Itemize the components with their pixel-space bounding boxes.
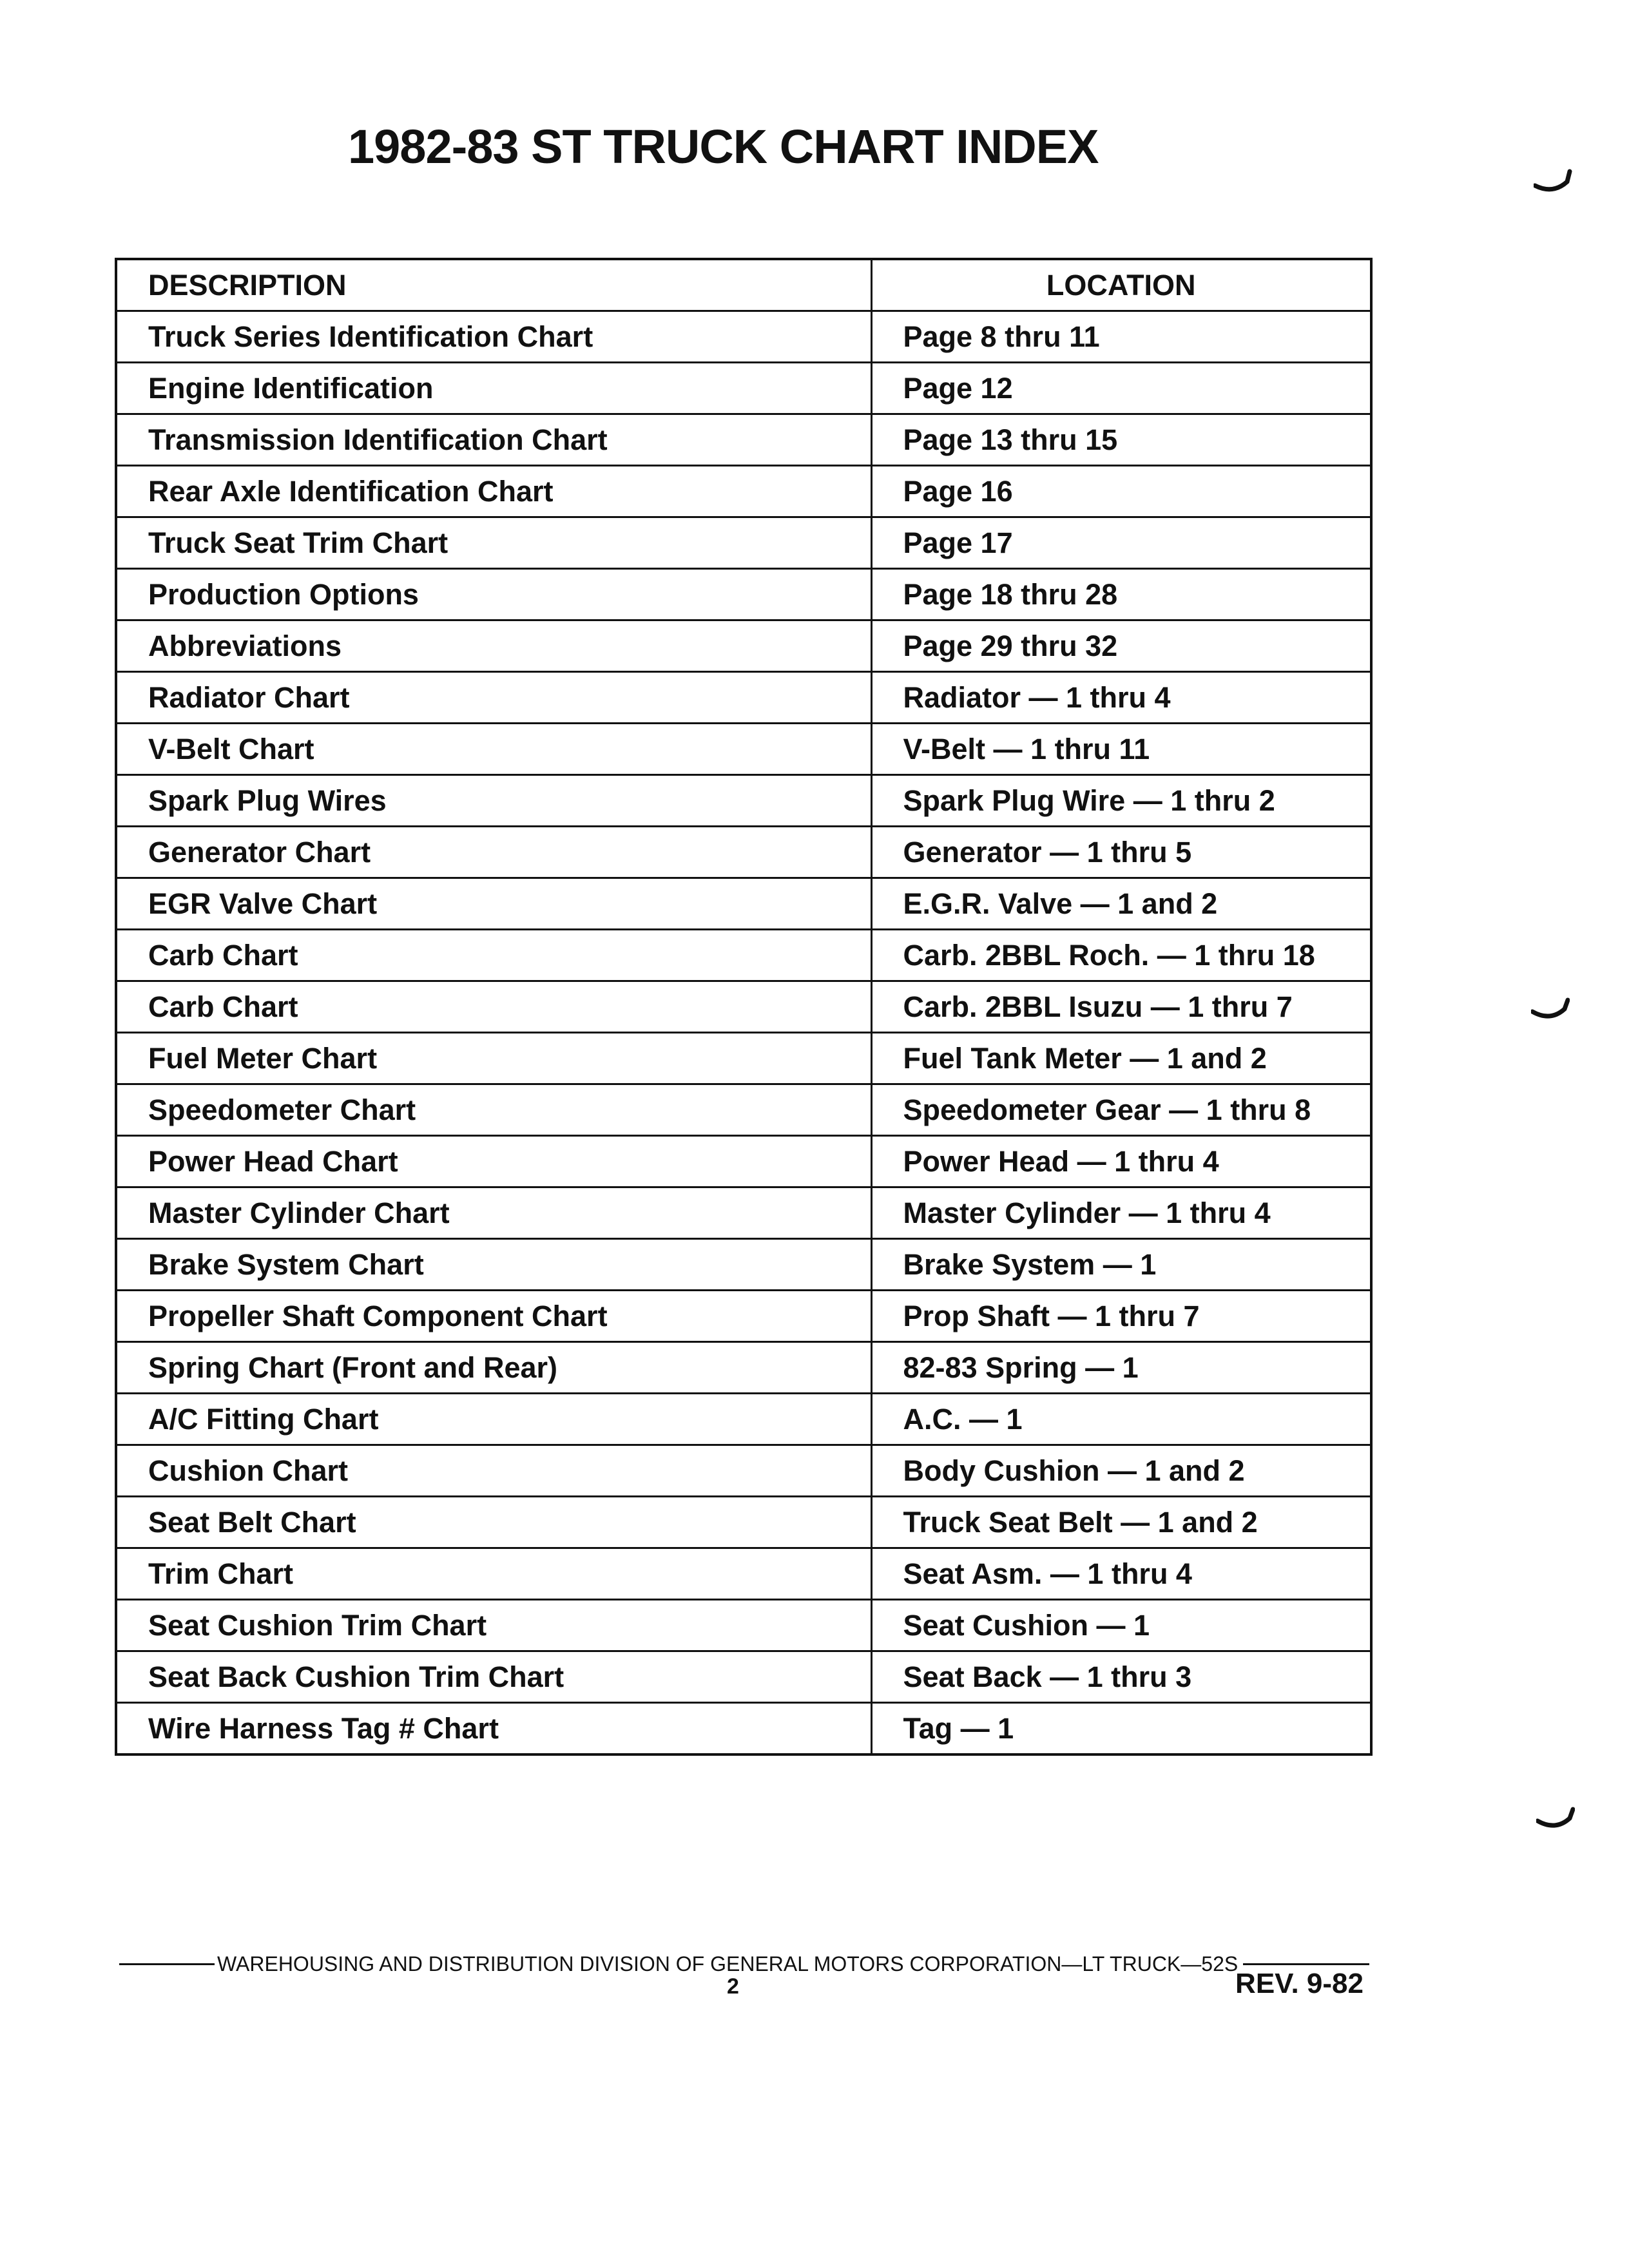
row-description: Seat Back Cushion Trim Chart xyxy=(116,1651,871,1703)
table-row xyxy=(116,724,1371,775)
row-description: Brake System Chart xyxy=(116,1239,871,1291)
row-description: A/C Fitting Chart xyxy=(116,1394,871,1445)
row-location: 82-83 Spring — 1 xyxy=(871,1342,1371,1394)
row-location: Fuel Tank Meter — 1 and 2 xyxy=(871,1033,1371,1084)
table-header-row xyxy=(116,259,1371,311)
table-row xyxy=(116,1600,1371,1651)
table-row xyxy=(116,1239,1371,1291)
row-location: Carb. 2BBL Isuzu — 1 thru 7 xyxy=(871,981,1371,1033)
row-location: Seat Asm. — 1 thru 4 xyxy=(871,1548,1371,1600)
row-description: Speedometer Chart xyxy=(116,1084,871,1136)
row-location: Page 12 xyxy=(871,363,1371,414)
table-row xyxy=(116,1187,1371,1239)
table-body xyxy=(116,311,1371,1755)
row-location: Generator — 1 thru 5 xyxy=(871,827,1371,878)
row-description: Carb Chart xyxy=(116,930,871,981)
row-description: Radiator Chart xyxy=(116,672,871,724)
chart-index-table xyxy=(115,258,1373,1756)
row-description: Engine Identification xyxy=(116,363,871,414)
row-description: Abbreviations xyxy=(116,620,871,672)
table-row xyxy=(116,1291,1371,1342)
table-row xyxy=(116,981,1371,1033)
row-location: Page 17 xyxy=(871,517,1371,569)
table-row xyxy=(116,1651,1371,1703)
row-description: Power Head Chart xyxy=(116,1136,871,1187)
row-location: Carb. 2BBL Roch. — 1 thru 18 xyxy=(871,930,1371,981)
row-description: Wire Harness Tag # Chart xyxy=(116,1703,871,1755)
row-location: Page 18 thru 28 xyxy=(871,569,1371,620)
row-location: Page 13 thru 15 xyxy=(871,414,1371,466)
table-row xyxy=(116,466,1371,517)
row-description: Truck Series Identification Chart xyxy=(116,311,871,363)
footer-rule-left xyxy=(119,1963,215,1965)
row-description: Spring Chart (Front and Rear) xyxy=(116,1342,871,1394)
table-row xyxy=(116,620,1371,672)
binder-hole-mark-icon xyxy=(1534,169,1572,195)
binder-hole-mark-icon xyxy=(1531,997,1570,1023)
table-row xyxy=(116,569,1371,620)
row-location: Page 29 thru 32 xyxy=(871,620,1371,672)
row-description: Truck Seat Trim Chart xyxy=(116,517,871,569)
row-location: Speedometer Gear — 1 thru 8 xyxy=(871,1084,1371,1136)
row-description: V-Belt Chart xyxy=(116,724,871,775)
row-description: Fuel Meter Chart xyxy=(116,1033,871,1084)
revision-label: REV. 9-82 xyxy=(1235,1968,1364,1999)
table-row xyxy=(116,1394,1371,1445)
row-description: Rear Axle Identification Chart xyxy=(116,466,871,517)
row-description: Production Options xyxy=(116,569,871,620)
table-row xyxy=(116,1548,1371,1600)
row-description: Generator Chart xyxy=(116,827,871,878)
table-row xyxy=(116,930,1371,981)
row-description: EGR Valve Chart xyxy=(116,878,871,930)
page-title: 1982-83 ST TRUCK CHART INDEX xyxy=(348,120,1099,173)
row-location: Truck Seat Belt — 1 and 2 xyxy=(871,1497,1371,1548)
table-row xyxy=(116,1497,1371,1548)
table-row xyxy=(116,363,1371,414)
row-description: Trim Chart xyxy=(116,1548,871,1600)
description-column-header: DESCRIPTION xyxy=(116,259,871,311)
row-description: Seat Cushion Trim Chart xyxy=(116,1600,871,1651)
table-row xyxy=(116,1136,1371,1187)
table-row xyxy=(116,414,1371,466)
row-location: Page 8 thru 11 xyxy=(871,311,1371,363)
page-number: 2 xyxy=(727,1974,739,1999)
row-location: E.G.R. Valve — 1 and 2 xyxy=(871,878,1371,930)
table-row xyxy=(116,1342,1371,1394)
row-description: Seat Belt Chart xyxy=(116,1497,871,1548)
table-row xyxy=(116,517,1371,569)
row-description: Propeller Shaft Component Chart xyxy=(116,1291,871,1342)
row-location: Power Head — 1 thru 4 xyxy=(871,1136,1371,1187)
table-row xyxy=(116,1445,1371,1497)
row-location: Seat Back — 1 thru 3 xyxy=(871,1651,1371,1703)
table-row xyxy=(116,827,1371,878)
row-location: Body Cushion — 1 and 2 xyxy=(871,1445,1371,1497)
row-description: Transmission Identification Chart xyxy=(116,414,871,466)
row-location: Master Cylinder — 1 thru 4 xyxy=(871,1187,1371,1239)
location-column-header: LOCATION xyxy=(871,259,1371,311)
row-location: A.C. — 1 xyxy=(871,1394,1371,1445)
row-description: Master Cylinder Chart xyxy=(116,1187,871,1239)
binder-hole-mark-icon xyxy=(1536,1807,1575,1832)
row-description: Cushion Chart xyxy=(116,1445,871,1497)
row-description: Spark Plug Wires xyxy=(116,775,871,827)
table-row xyxy=(116,1703,1371,1755)
table-row xyxy=(116,1033,1371,1084)
row-location: Brake System — 1 xyxy=(871,1239,1371,1291)
row-location: Radiator — 1 thru 4 xyxy=(871,672,1371,724)
footer-line xyxy=(119,1952,1369,1976)
row-location: Tag — 1 xyxy=(871,1703,1371,1755)
table-row xyxy=(116,878,1371,930)
row-location: V-Belt — 1 thru 11 xyxy=(871,724,1371,775)
row-location: Page 16 xyxy=(871,466,1371,517)
row-location: Spark Plug Wire — 1 thru 2 xyxy=(871,775,1371,827)
table-row xyxy=(116,1084,1371,1136)
row-location: Seat Cushion — 1 xyxy=(871,1600,1371,1651)
row-location: Prop Shaft — 1 thru 7 xyxy=(871,1291,1371,1342)
table-row xyxy=(116,672,1371,724)
table-row xyxy=(116,311,1371,363)
footer-rule-right xyxy=(1243,1963,1369,1965)
table-row xyxy=(116,775,1371,827)
row-description: Carb Chart xyxy=(116,981,871,1033)
footer-text: WAREHOUSING AND DISTRIBUTION DIVISION OF GENERAL MOTORS CORPORATION—LT TRUCK—52S xyxy=(217,1952,1239,1975)
